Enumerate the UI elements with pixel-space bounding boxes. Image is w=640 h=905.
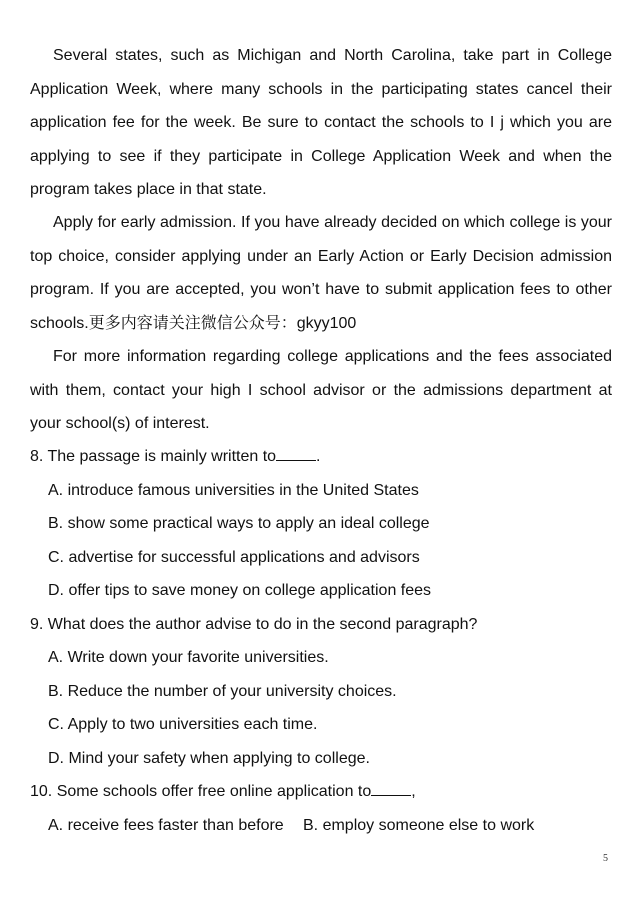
question-8-option-b: B. show some practical ways to apply an ideal college — [48, 515, 430, 532]
question-9-option-c: C. Apply to two universities each time. — [48, 716, 318, 733]
passage-paragraph-1: Several states, such as Michigan and North Carolina, take part in College Application Week, where many schools in the participating states cancel their application fee for the week. Be sure to contact the schools to I j which you are applying to see if they participate in College Application Week and when the program takes place in that state. — [30, 47, 612, 198]
answer-blank — [276, 446, 316, 461]
passage-paragraph-2: Apply for early admission. If you have already decided on which college is your top choice, consider applying under an Early Action or Early Decision admission program. If you are accepted, you won’t have to submit application fees to other schools.更多内容请关注微信公众号：gkyy100 — [30, 214, 612, 332]
question-9-stem: 9. What does the author advise to do in the second paragraph? — [30, 616, 478, 633]
question-8-stem-end: . — [316, 448, 321, 465]
question-8-stem — [30, 446, 321, 468]
question-8-option-d: D. offer tips to save money on college application fees — [48, 582, 432, 599]
question-8-option-a: A. introduce famous universities in the United States — [48, 482, 419, 499]
question-10-stem-end: , — [411, 783, 416, 800]
question-10-stem — [30, 781, 416, 803]
question-9-option-d: D. Mind your safety when applying to college. — [48, 750, 370, 767]
question-9-option-a: A. Write down your favorite universities. — [48, 649, 329, 666]
page-number: 5 — [603, 853, 608, 864]
answer-blank — [371, 781, 411, 796]
question-10-option-a: A. receive fees faster than before — [48, 817, 284, 834]
question-10-stem-text: 10. Some schools offer free online application to — [30, 783, 372, 800]
question-8-stem-text: 8. The passage is mainly written to — [30, 448, 277, 465]
question-8-option-c: C. advertise for successful applications and advisors — [48, 549, 420, 566]
question-9-option-b: B. Reduce the number of your university choices. — [48, 683, 397, 700]
passage-paragraph-3: For more information regarding college applications and the fees associated with them, contact your high I school advisor or the admissions department at your school(s) of interest. — [30, 348, 612, 432]
question-10-option-b: B. employ someone else to work — [303, 817, 535, 834]
